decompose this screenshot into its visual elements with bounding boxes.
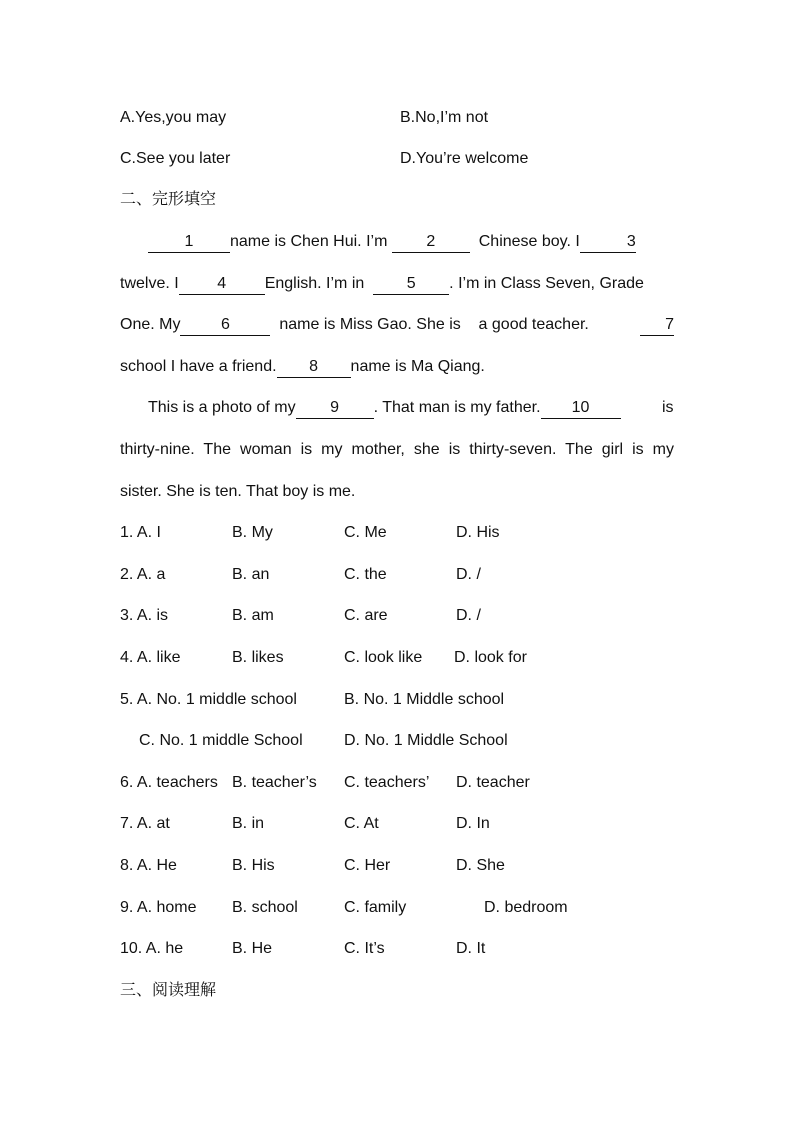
- question-5-b: B. No. 1 Middle school: [344, 691, 505, 708]
- question-2-d: D. /: [456, 566, 481, 583]
- passage-line: [148, 397, 621, 419]
- option-d: D.You’re welcome: [400, 150, 529, 167]
- question-8-c: C. Her: [344, 857, 391, 874]
- question-1-a: 1. A. I: [120, 524, 161, 541]
- blank-8: 8: [277, 357, 351, 378]
- question-3-b: B. am: [232, 607, 274, 624]
- passage-line-end: [640, 314, 674, 336]
- question-1-c: C. Me: [344, 524, 387, 541]
- question-4-a: 4. A. like: [120, 649, 181, 666]
- passage-text: school I have a friend.: [120, 358, 277, 375]
- passage-text: twelve. I: [120, 275, 179, 292]
- question-2-a: 2. A. a: [120, 566, 166, 583]
- passage-line: thirty-nine. The woman is my mother, she is thirty-seven. The girl is my: [120, 441, 674, 458]
- blank-1: 1: [148, 232, 230, 253]
- option-b: B.No,I’m not: [400, 109, 489, 126]
- question-8-a: 8. A. He: [120, 857, 177, 874]
- question-6-d: D. teacher: [456, 774, 530, 791]
- option-a: A.Yes,you may: [120, 109, 227, 126]
- blank-9: 9: [296, 398, 374, 419]
- passage-text: . That man is my father.: [373, 399, 541, 416]
- passage-line: sister. She is ten. That boy is me.: [120, 483, 356, 500]
- question-7-b: B. in: [232, 815, 265, 832]
- passage-text: name is Ma Qiang.: [350, 358, 485, 375]
- question-3-d: D. /: [456, 607, 481, 624]
- question-10-c: C. It’s: [344, 940, 385, 957]
- question-2-c: C. the: [344, 566, 387, 583]
- question-1-b: B. My: [232, 524, 273, 541]
- blank-3: 3: [580, 232, 636, 253]
- section-title-cloze: 二、完形填空: [120, 191, 217, 208]
- question-5-c: C. No. 1 middle School: [139, 732, 303, 749]
- question-4-b: B. likes: [232, 649, 284, 666]
- blank-4: 4: [179, 274, 265, 295]
- passage-text: name is Miss Gao. She is: [279, 316, 461, 333]
- passage-text: English. I’m in: [264, 275, 365, 292]
- passage-line: [120, 273, 644, 295]
- passage-text-end: is: [662, 399, 674, 416]
- question-8-d: D. She: [456, 857, 505, 874]
- question-3-a: 3. A. is: [120, 607, 169, 624]
- passage-text: . I’m in Class Seven, Grade: [449, 275, 644, 292]
- section-title-reading: 三、阅读理解: [120, 982, 217, 999]
- passage-line: [120, 314, 589, 336]
- question-9-a: 9. A. home: [120, 899, 197, 916]
- question-6-c: C. teachers’: [344, 774, 430, 791]
- passage-text: a good teacher.: [478, 316, 589, 333]
- passage-text: One. My: [120, 316, 181, 333]
- blank-5: 5: [373, 274, 449, 295]
- question-5-a: 5. A. No. 1 middle school: [120, 691, 297, 708]
- question-6-a: 6. A. teachers: [120, 774, 218, 791]
- question-2-b: B. an: [232, 566, 270, 583]
- question-6-b: B. teacher’s: [232, 774, 317, 791]
- question-7-d: D. In: [456, 815, 490, 832]
- question-4-c: C. look like: [344, 649, 423, 666]
- question-1-d: D. His: [456, 524, 500, 541]
- passage-line: [148, 231, 636, 253]
- question-3-c: C. are: [344, 607, 388, 624]
- question-9-d: D. bedroom: [484, 899, 568, 916]
- passage-line: [120, 356, 485, 378]
- passage-text: name is Chen Hui. I’m: [230, 233, 388, 250]
- question-7-c: C. At: [344, 815, 379, 832]
- passage-text: This is a photo of my: [148, 399, 296, 416]
- blank-10: 10: [541, 398, 621, 419]
- question-5-d: D. No. 1 Middle School: [344, 732, 508, 749]
- blank-2: 2: [392, 232, 470, 253]
- question-10-a: 10. A. he: [120, 940, 184, 957]
- question-8-b: B. His: [232, 857, 275, 874]
- question-10-b: B. He: [232, 940, 273, 957]
- blank-7: 7: [640, 315, 674, 336]
- option-c: C.See you later: [120, 150, 231, 167]
- question-7-a: 7. A. at: [120, 815, 170, 832]
- question-9-b: B. school: [232, 899, 298, 916]
- question-10-d: D. It: [456, 940, 486, 957]
- blank-6: 6: [180, 315, 270, 336]
- question-9-c: C. family: [344, 899, 407, 916]
- passage-text: Chinese boy. I: [478, 233, 580, 250]
- question-4-d: D. look for: [454, 649, 527, 666]
